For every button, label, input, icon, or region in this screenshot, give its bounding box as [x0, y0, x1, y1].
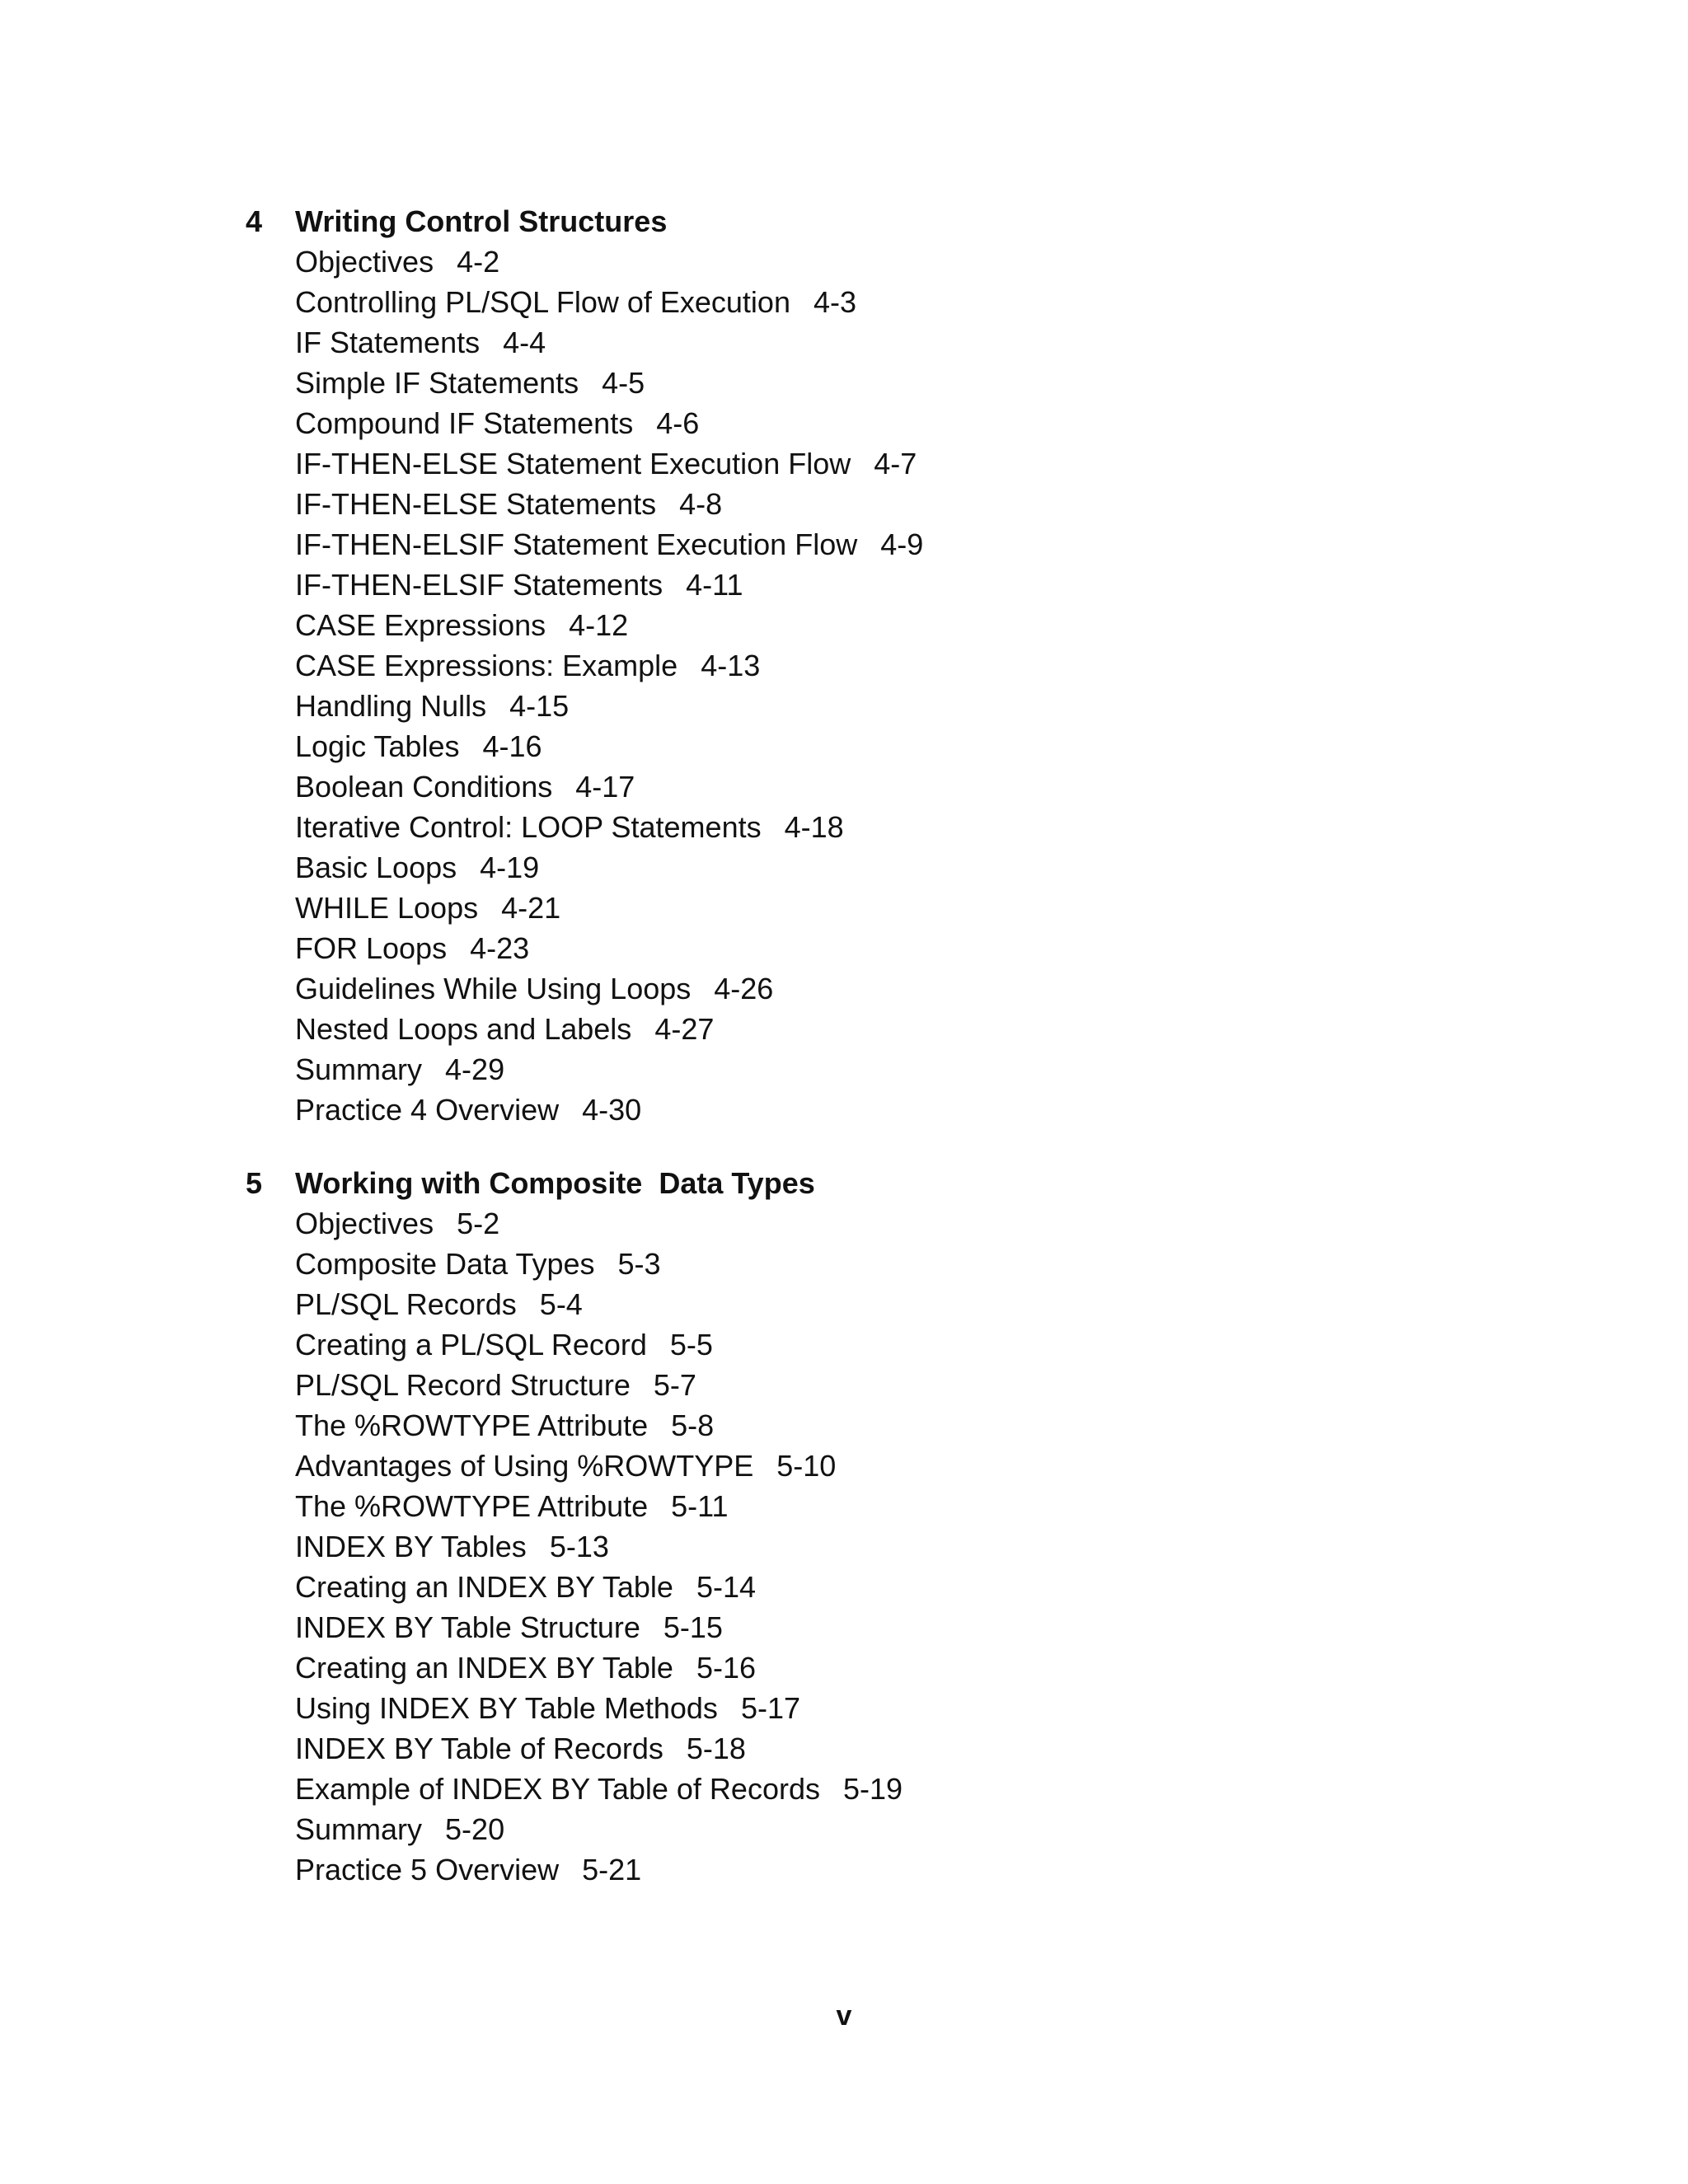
entry-title: INDEX BY Table of Records — [295, 1732, 663, 1765]
entry-page: 4-23 — [470, 931, 530, 965]
entry-page: 4-5 — [602, 366, 645, 400]
toc-entry[interactable] — [295, 1607, 1482, 1647]
entry-page: 5-3 — [617, 1247, 661, 1281]
toc-entry[interactable] — [295, 847, 1482, 888]
toc-entry[interactable] — [295, 928, 1482, 968]
entry-title: CASE Expressions — [295, 608, 546, 642]
entry-page: 4-13 — [701, 649, 761, 682]
toc-entry[interactable] — [295, 726, 1482, 766]
entry-title: Controlling PL/SQL Flow of Execution — [295, 285, 790, 319]
entry-title: The %ROWTYPE Attribute — [295, 1408, 649, 1442]
entry-title: Logic Tables — [295, 729, 460, 763]
toc-entry[interactable] — [295, 1365, 1482, 1405]
entry-page: 4-18 — [784, 810, 844, 844]
entry-title: Summary — [295, 1052, 423, 1086]
toc-entry[interactable] — [295, 241, 1482, 282]
entry-title: Creating an INDEX BY Table — [295, 1651, 673, 1685]
entry-title: Creating an INDEX BY Table — [295, 1570, 673, 1604]
entry-title: Summary — [295, 1812, 423, 1846]
entry-page: 5-2 — [457, 1207, 500, 1240]
entry-page: 4-11 — [686, 568, 743, 602]
entry-title: Objectives — [295, 1207, 434, 1240]
entry-title: IF Statements — [295, 326, 481, 359]
entry-page: 5-7 — [653, 1368, 696, 1402]
entry-title: PL/SQL Record Structure — [295, 1368, 631, 1402]
chapter-heading — [246, 1163, 1482, 1203]
entry-page: 5-19 — [842, 1772, 903, 1806]
entry-page: 4-9 — [880, 527, 924, 561]
chapter-number: 4 — [246, 204, 263, 238]
toc-entry[interactable] — [295, 322, 1482, 363]
toc-entry[interactable] — [295, 1203, 1482, 1244]
entry-page: 5-20 — [445, 1812, 505, 1846]
chapter-4 — [246, 201, 1482, 1130]
toc-entry[interactable] — [295, 888, 1482, 928]
entry-title: IF-THEN-ELSE Statement Execution Flow — [295, 447, 851, 480]
entry-page: 5-8 — [671, 1408, 715, 1442]
entry-page: 4-7 — [874, 447, 917, 480]
entry-page: 5-18 — [686, 1732, 746, 1765]
chapter-number: 5 — [246, 1166, 263, 1200]
entry-title: IF-THEN-ELSE Statements — [295, 487, 657, 521]
entry-title: Compound IF Statements — [295, 406, 634, 440]
toc-entry[interactable] — [295, 1567, 1482, 1607]
entry-title: Guidelines While Using Loops — [295, 972, 692, 1005]
chapter-5 — [246, 1163, 1482, 1890]
entry-title: Simple IF Statements — [295, 366, 579, 400]
entry-title: Basic Loops — [295, 851, 457, 884]
entry-title: Nested Loops and Labels — [295, 1012, 632, 1046]
table-of-contents — [246, 201, 1482, 1890]
entry-page: 4-3 — [813, 285, 856, 319]
entry-page: 4-21 — [501, 891, 561, 925]
toc-entry[interactable] — [295, 1446, 1482, 1486]
entry-page: 4-4 — [503, 326, 546, 359]
entry-title: IF-THEN-ELSIF Statement Execution Flow — [295, 527, 858, 561]
entry-page: 4-2 — [457, 245, 500, 279]
entry-page: 4-27 — [654, 1012, 715, 1046]
entry-title: FOR Loops — [295, 931, 448, 965]
entry-page: 5-17 — [740, 1691, 800, 1725]
toc-entry[interactable] — [295, 484, 1482, 524]
entry-title: Handling Nulls — [295, 689, 487, 723]
entry-page: 5-14 — [696, 1570, 756, 1604]
toc-entry[interactable] — [295, 1049, 1482, 1090]
toc-entry[interactable] — [295, 1244, 1482, 1284]
toc-entry[interactable] — [295, 1688, 1482, 1728]
toc-entry[interactable] — [295, 1486, 1482, 1526]
toc-entry[interactable] — [295, 1405, 1482, 1446]
toc-entry[interactable] — [295, 363, 1482, 403]
toc-entry[interactable] — [295, 968, 1482, 1009]
toc-entry[interactable] — [295, 1284, 1482, 1324]
page-number: v — [836, 2000, 852, 2032]
entry-page: 4-6 — [656, 406, 700, 440]
entry-page: 4-15 — [509, 689, 570, 723]
chapter-title: Working with Composite Data Types — [295, 1166, 815, 1200]
entry-page: 4-16 — [482, 729, 542, 763]
entry-title: Practice 5 Overview — [295, 1853, 560, 1886]
entry-page: 4-17 — [575, 770, 635, 804]
entry-title: IF-THEN-ELSIF Statements — [295, 568, 663, 602]
chapter-5-entries — [246, 1203, 1482, 1890]
entry-page: 5-11 — [671, 1489, 729, 1523]
entry-title: PL/SQL Records — [295, 1287, 517, 1321]
toc-entry[interactable] — [295, 605, 1482, 645]
entry-page: 4-29 — [445, 1052, 505, 1086]
toc-entry[interactable] — [295, 443, 1482, 484]
entry-title: Composite Data Types — [295, 1247, 595, 1281]
toc-entry[interactable] — [295, 1809, 1482, 1849]
toc-entry[interactable] — [295, 1849, 1482, 1890]
entry-page: 4-12 — [569, 608, 629, 642]
toc-entry[interactable] — [295, 403, 1482, 443]
toc-entry[interactable] — [295, 1324, 1482, 1365]
chapter-heading — [246, 201, 1482, 241]
entry-page: 4-19 — [480, 851, 540, 884]
toc-entry[interactable] — [295, 1728, 1482, 1769]
entry-title: The %ROWTYPE Attribute — [295, 1489, 649, 1523]
entry-title: Practice 4 Overview — [295, 1093, 560, 1127]
toc-entry[interactable] — [295, 1769, 1482, 1809]
entry-title: Advantages of Using %ROWTYPE — [295, 1449, 754, 1483]
toc-entry[interactable] — [295, 807, 1482, 847]
entry-page: 5-13 — [549, 1530, 609, 1563]
toc-entry[interactable] — [295, 1647, 1482, 1688]
toc-entry[interactable] — [295, 645, 1482, 686]
entry-title: Example of INDEX BY Table of Records — [295, 1772, 820, 1806]
entry-page: 5-21 — [582, 1853, 642, 1886]
toc-entry[interactable] — [295, 686, 1482, 726]
entry-page: 4-30 — [582, 1093, 642, 1127]
chapter-title: Writing Control Structures — [295, 204, 668, 238]
entry-page: 5-15 — [663, 1610, 723, 1644]
toc-entry[interactable] — [295, 282, 1482, 322]
toc-entry[interactable] — [295, 1526, 1482, 1567]
toc-entry[interactable] — [295, 1009, 1482, 1049]
entry-title: Boolean Conditions — [295, 770, 553, 804]
entry-title: Creating a PL/SQL Record — [295, 1328, 647, 1361]
entry-title: INDEX BY Tables — [295, 1530, 527, 1563]
toc-entry[interactable] — [295, 524, 1482, 565]
entry-page: 5-5 — [669, 1328, 713, 1361]
toc-entry[interactable] — [295, 766, 1482, 807]
entry-page: 5-16 — [696, 1651, 756, 1685]
entry-title: Using INDEX BY Table Methods — [295, 1691, 718, 1725]
entry-page: 5-4 — [539, 1287, 583, 1321]
entry-title: Iterative Control: LOOP Statements — [295, 810, 762, 844]
entry-title: WHILE Loops — [295, 891, 479, 925]
entry-title: Objectives — [295, 245, 434, 279]
chapter-4-entries — [246, 241, 1482, 1130]
entry-page: 5-10 — [776, 1449, 837, 1483]
entry-page: 4-8 — [679, 487, 723, 521]
toc-entry[interactable] — [295, 565, 1482, 605]
entry-title: CASE Expressions: Example — [295, 649, 678, 682]
entry-page: 4-26 — [714, 972, 774, 1005]
entry-title: INDEX BY Table Structure — [295, 1610, 640, 1644]
toc-entry[interactable] — [295, 1090, 1482, 1130]
